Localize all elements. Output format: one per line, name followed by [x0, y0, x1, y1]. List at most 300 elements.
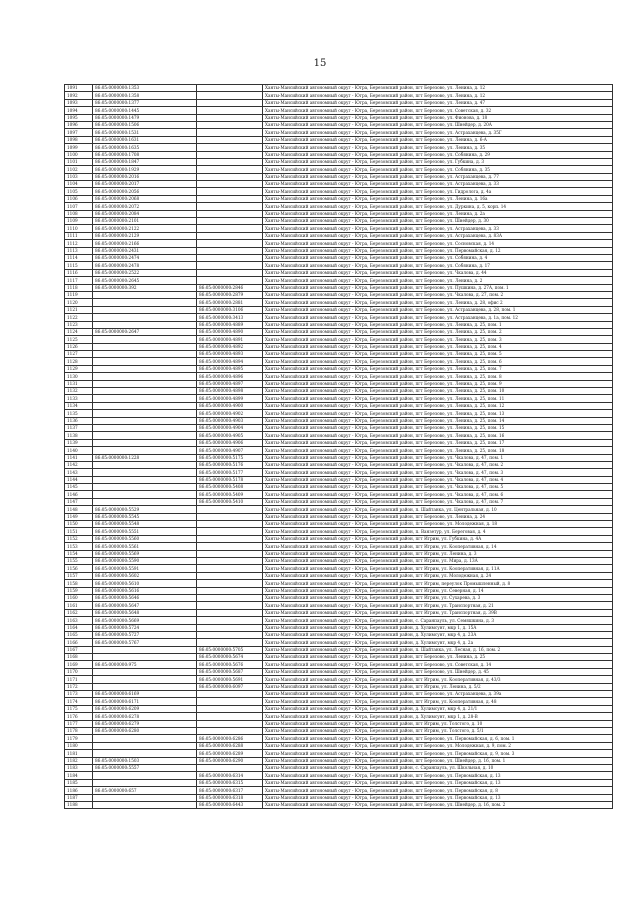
- cadastral-number-cell: [93, 410, 197, 417]
- row-number-cell: 1165: [65, 631, 93, 638]
- row-number-cell: 1185: [65, 779, 93, 786]
- row-number-cell: 1107: [65, 203, 93, 210]
- cadastral-number-cell: 86:05:0000000:2647: [93, 328, 197, 335]
- row-number-cell: 1137: [65, 424, 93, 431]
- related-cadastral-number-cell: [197, 631, 263, 638]
- table-row: [65, 225, 613, 232]
- address-cell: Ханты-Мансийский автономный округ - Югра, Березовский район, пгт Березово, ул. Шнейдер, д. 45: [263, 668, 613, 675]
- cadastral-number-cell: [93, 351, 197, 358]
- table-row: [65, 491, 613, 498]
- related-cadastral-number-cell: [197, 594, 263, 601]
- row-number-cell: 1123: [65, 321, 93, 328]
- table-row: [65, 388, 613, 395]
- cadastral-number-cell: [93, 742, 197, 749]
- related-cadastral-number-cell: [197, 602, 263, 609]
- cadastral-number-cell: 86:05:0000000:5646: [93, 594, 197, 601]
- related-cadastral-number-cell: [197, 114, 263, 121]
- address-cell: Ханты-Мансийский автономный округ - Югра, Березовский район, д. Хулимсунт, мкр 4, д. 21/1: [263, 705, 613, 712]
- related-cadastral-number-cell: 86:05:0000000:6443: [197, 801, 263, 808]
- cadastral-number-cell: 86:05:0000000:2166: [93, 240, 197, 247]
- address-cell: Ханты-Мансийский автономный округ - Югра, Березовский район, пгт Березово, ул. Ленина, д. 25, пом. 13: [263, 410, 613, 417]
- address-cell: Ханты-Мансийский автономный округ - Югра, Березовский район, пгт Березово, ул. Ленина, д. 25, пом. 14: [263, 417, 613, 424]
- address-cell: Ханты-Мансийский автономный округ - Югра, Березовский район, п. Шайтанка, ул. Центральная, д. 10: [263, 506, 613, 513]
- address-cell: Ханты-Мансийский автономный округ - Югра, Березовский район, пгт Березово, ул. Ленина, д. 25, пом. 18: [263, 447, 613, 454]
- cadastral-number-cell: [93, 779, 197, 786]
- table-row: [65, 454, 613, 461]
- table-row: [65, 447, 613, 454]
- row-number-cell: 1105: [65, 188, 93, 195]
- row-number-cell: 1134: [65, 402, 93, 409]
- table-row: [65, 683, 613, 690]
- table-row: [65, 284, 613, 291]
- related-cadastral-number-cell: [197, 691, 263, 698]
- cadastral-number-cell: 86:05:0000000:6278: [93, 713, 197, 720]
- related-cadastral-number-cell: [197, 99, 263, 106]
- row-number-cell: 1172: [65, 683, 93, 690]
- table-row: [65, 291, 613, 298]
- table-row: [65, 188, 613, 195]
- row-number-cell: 1141: [65, 454, 93, 461]
- row-number-cell: 1111: [65, 232, 93, 239]
- related-cadastral-number-cell: [197, 262, 263, 269]
- address-cell: Ханты-Мансийский автономный округ - Югра, Березовский район, пгт Березово, ул. Молодежная, д. 18: [263, 521, 613, 528]
- row-number-cell: 1121: [65, 306, 93, 313]
- address-cell: Ханты-Мансийский автономный округ - Югра, Березовский район, д. Хулимсунт, мкр 1, д. 15А: [263, 624, 613, 631]
- row-number-cell: 1162: [65, 609, 93, 616]
- registry-table-wrap: [64, 84, 612, 809]
- cadastral-number-cell: 86:05:0000000:1353: [93, 85, 197, 92]
- row-number-cell: 1140: [65, 447, 93, 454]
- address-cell: Ханты-Мансийский автономный округ - Югра, Березовский район, пгт Игрим, ул. Ленина, д. 3: [263, 550, 613, 557]
- address-cell: Ханты-Мансийский автономный округ - Югра, Березовский район, пгт Березово, ул. Чкалова, д. 44: [263, 269, 613, 276]
- address-cell: Ханты-Мансийский автономный округ - Югра, Березовский район, пгт Березово, ул. Астраханцева, д. 33: [263, 181, 613, 188]
- address-cell: Ханты-Мансийский автономный округ - Югра, Березовский район, пгт Березово, ул. Молодежная, д. 9, пом. 2: [263, 742, 613, 749]
- related-cadastral-number-cell: 86:05:0000000:5409: [197, 491, 263, 498]
- table-row: [65, 764, 613, 771]
- address-cell: Ханты-Мансийский автономный округ - Югра, Березовский район, пгт Березово, ул. Ленина, д. 16а: [263, 195, 613, 202]
- address-cell: Ханты-Мансийский автономный округ - Югра, Березовский район, п. Шайтанка, ул. Лесная, д. 16, пом. 2: [263, 646, 613, 653]
- address-cell: Ханты-Мансийский автономный округ - Югра, Березовский район, пгт Березово, ул. Дуркина, д. 5, корп. 14: [263, 203, 613, 210]
- related-cadastral-number-cell: [197, 203, 263, 210]
- table-row: [65, 639, 613, 646]
- row-number-cell: 1132: [65, 388, 93, 395]
- address-cell: Ханты-Мансийский автономный округ - Югра, Березовский район, пгт Березово, ул. Ленина, д. 28, офис 2: [263, 299, 613, 306]
- row-number-cell: 1149: [65, 513, 93, 520]
- table-row: [65, 779, 613, 786]
- address-cell: Ханты-Мансийский автономный округ - Югра, Березовский район, пгт Березово, ул. Астраханцева, д. 83А: [263, 232, 613, 239]
- address-cell: Ханты-Мансийский автономный округ - Югра, Березовский район, пгт Игрим, ул. Мира, д. 13А: [263, 558, 613, 565]
- cadastral-number-cell: 86:05:0000000:2056: [93, 188, 197, 195]
- related-cadastral-number-cell: [197, 528, 263, 535]
- row-number-cell: 1110: [65, 225, 93, 232]
- cadastral-number-cell: 86:05:0000000:2017: [93, 181, 197, 188]
- address-cell: Ханты-Мансийский автономный округ - Югра, Березовский район, пгт Березово, ул. Ленина, д. 25, пом. 3: [263, 336, 613, 343]
- row-number-cell: 1182: [65, 757, 93, 764]
- table-row: [65, 306, 613, 313]
- row-number-cell: 1114: [65, 254, 93, 261]
- row-number-cell: 1183: [65, 764, 93, 771]
- related-cadastral-number-cell: [197, 210, 263, 217]
- related-cadastral-number-cell: 86:05:0000000:4903: [197, 417, 263, 424]
- cadastral-number-cell: 86:05:0000000:5767: [93, 639, 197, 646]
- address-cell: Ханты-Мансийский автономный округ - Югра, Березовский район, д. Хулимсунт, мкр 1, д. 28-В: [263, 713, 613, 720]
- row-number-cell: 1106: [65, 195, 93, 202]
- cadastral-number-cell: [93, 447, 197, 454]
- table-row: [65, 654, 613, 661]
- table-row: [65, 461, 613, 468]
- address-cell: Ханты-Мансийский автономный округ - Югра, Березовский район, пгт Березово, ул. Ленина, д. 25, пом. 6: [263, 358, 613, 365]
- related-cadastral-number-cell: 86:05:0000000:6289: [197, 750, 263, 757]
- related-cadastral-number-cell: [197, 572, 263, 579]
- row-number-cell: 1097: [65, 129, 93, 136]
- table-row: [65, 144, 613, 151]
- row-number-cell: 1186: [65, 787, 93, 794]
- table-row: [65, 136, 613, 143]
- related-cadastral-number-cell: [197, 85, 263, 92]
- table-row: [65, 624, 613, 631]
- row-number-cell: 1157: [65, 572, 93, 579]
- address-cell: Ханты-Мансийский автономный округ - Югра, Березовский район, пгт Березово, ул. Сосновская, д. 14: [263, 240, 613, 247]
- address-cell: Ханты-Мансийский автономный округ - Югра, Березовский район, пгт Березово, ул. Ленина, д. 25: [263, 654, 613, 661]
- cadastral-number-cell: [93, 676, 197, 683]
- address-cell: Ханты-Мансийский автономный округ - Югра, Березовский район, пгт Березово, ул. Ленина, д. 2: [263, 277, 613, 284]
- cadastral-number-cell: 86:05:0000000:5545: [93, 513, 197, 520]
- related-cadastral-number-cell: [197, 720, 263, 727]
- cadastral-number-cell: 86:05:0000000:1479: [93, 114, 197, 121]
- address-cell: Ханты-Мансийский автономный округ - Югра, Березовский район, пгт Березово, ул. Астраханцева, д. 77: [263, 173, 613, 180]
- related-cadastral-number-cell: 86:05:0000000:5175: [197, 454, 263, 461]
- related-cadastral-number-cell: 86:05:0000000:5176: [197, 461, 263, 468]
- row-number-cell: 1144: [65, 476, 93, 483]
- address-cell: Ханты-Мансийский автономный округ - Югра, Березовский район, пгт Игрим, переулок Промышленный, д. 8: [263, 580, 613, 587]
- address-cell: Ханты-Мансийский автономный округ - Югра, Березовский район, пгт Березово, ул. Собянина, д. 35: [263, 166, 613, 173]
- table-row: [65, 720, 613, 727]
- cadastral-number-cell: [93, 336, 197, 343]
- table-row: [65, 402, 613, 409]
- related-cadastral-number-cell: 86:05:0000000:5687: [197, 668, 263, 675]
- cadastral-number-cell: 86:05:0000000:6171: [93, 698, 197, 705]
- address-cell: Ханты-Мансийский автономный округ - Югра, Березовский район, пгт Березово, ул. Ленина, д. 25, пом. 10: [263, 388, 613, 395]
- cadastral-number-cell: [93, 461, 197, 468]
- cadastral-number-cell: 86:05:0000000:5647: [93, 602, 197, 609]
- related-cadastral-number-cell: [197, 92, 263, 99]
- row-number-cell: 1159: [65, 587, 93, 594]
- related-cadastral-number-cell: [197, 181, 263, 188]
- row-number-cell: 1169: [65, 661, 93, 668]
- table-row: [65, 631, 613, 638]
- related-cadastral-number-cell: 86:05:0000000:4907: [197, 447, 263, 454]
- related-cadastral-number-cell: [197, 558, 263, 565]
- related-cadastral-number-cell: [197, 580, 263, 587]
- cadastral-number-cell: 86:05:0000000:5648: [93, 609, 197, 616]
- address-cell: Ханты-Мансийский автономный округ - Югра, Березовский район, пгт Березово, ул. Шнейдер, д. 20А: [263, 121, 613, 128]
- row-number-cell: 1174: [65, 698, 93, 705]
- table-row: [65, 801, 613, 808]
- table-row: [65, 269, 613, 276]
- row-number-cell: 1184: [65, 772, 93, 779]
- address-cell: Ханты-Мансийский автономный округ - Югра, Березовский район, пгт Березово, ул. Астраханцева, д. 39а: [263, 691, 613, 698]
- address-cell: Ханты-Мансийский автономный округ - Югра, Березовский район, пгт Березово, ул. Собянина, д. 17: [263, 262, 613, 269]
- row-number-cell: 1158: [65, 580, 93, 587]
- row-number-cell: 1094: [65, 107, 93, 114]
- cadastral-number-cell: 86:05:0000000:2068: [93, 195, 197, 202]
- related-cadastral-number-cell: 86:05:0000000:4899: [197, 395, 263, 402]
- row-number-cell: 1095: [65, 114, 93, 121]
- related-cadastral-number-cell: [197, 565, 263, 572]
- related-cadastral-number-cell: 86:05:0000000:4895: [197, 365, 263, 372]
- row-number-cell: 1142: [65, 461, 93, 468]
- table-row: [65, 410, 613, 417]
- related-cadastral-number-cell: [197, 543, 263, 550]
- address-cell: Ханты-Мансийский автономный округ - Югра, Березовский район, пгт Игрим, ул. Кооперативная, д. 48: [263, 698, 613, 705]
- address-cell: Ханты-Мансийский автономный округ - Югра, Березовский район, пгт Березово, ул. Астраханцева, д. 1а, пом. 12: [263, 314, 613, 321]
- related-cadastral-number-cell: [197, 136, 263, 143]
- related-cadastral-number-cell: [197, 513, 263, 520]
- cadastral-number-cell: 86:05:0000000:2522: [93, 269, 197, 276]
- table-row: [65, 469, 613, 476]
- row-number-cell: 1170: [65, 668, 93, 675]
- cadastral-number-cell: [93, 484, 197, 491]
- cadastral-number-cell: [93, 321, 197, 328]
- row-number-cell: 1117: [65, 277, 93, 284]
- related-cadastral-number-cell: [197, 639, 263, 646]
- address-cell: Ханты-Мансийский автономный округ - Югра, Березовский район, пгт Игрим, ул. Губкина, д. 4А: [263, 535, 613, 542]
- row-number-cell: 1154: [65, 550, 93, 557]
- row-number-cell: 1175: [65, 705, 93, 712]
- related-cadastral-number-cell: 86:05:0000000:6315: [197, 779, 263, 786]
- address-cell: Ханты-Мансийский автономный округ - Югра, Березовский район, пгт Березово, ул. Гидролога, д. 4а: [263, 188, 613, 195]
- table-row: [65, 535, 613, 542]
- row-number-cell: 1133: [65, 395, 93, 402]
- cadastral-number-cell: 86:05:0000000:5548: [93, 521, 197, 528]
- row-number-cell: 1164: [65, 624, 93, 631]
- address-cell: Ханты-Мансийский автономный округ - Югра, Березовский район, пгт Березово, ул. Астраханцева, д. 35Г: [263, 129, 613, 136]
- table-row: [65, 232, 613, 239]
- related-cadastral-number-cell: 86:05:0000000:6318: [197, 794, 263, 801]
- related-cadastral-number-cell: [197, 609, 263, 616]
- address-cell: Ханты-Мансийский автономный округ - Югра, Березовский район, пгт Березово, ул. Собянина, д. 4: [263, 254, 613, 261]
- cadastral-number-cell: 86:05:0000000:2645: [93, 277, 197, 284]
- table-row: [65, 417, 613, 424]
- address-cell: Ханты-Мансийский автономный округ - Югра, Березовский район, с. Саранпауль, ул. Семяшкина, д. 3: [263, 617, 613, 624]
- related-cadastral-number-cell: [197, 713, 263, 720]
- cadastral-number-cell: 86:05:0000000:2431: [93, 247, 197, 254]
- table-row: [65, 676, 613, 683]
- related-cadastral-number-cell: 86:05:0000000:4900: [197, 402, 263, 409]
- row-number-cell: 1171: [65, 676, 93, 683]
- row-number-cell: 1108: [65, 210, 93, 217]
- address-cell: Ханты-Мансийский автономный округ - Югра, Березовский район, пгт Березово, ул. Ленина, д. 12: [263, 92, 613, 99]
- table-row: [65, 691, 613, 698]
- related-cadastral-number-cell: 86:05:0000000:5410: [197, 498, 263, 505]
- cadastral-number-cell: [93, 373, 197, 380]
- cadastral-number-cell: 86:05:0000000:5602: [93, 572, 197, 579]
- address-cell: Ханты-Мансийский автономный округ - Югра, Березовский район, пгт Березово, ул. Первомайская, д. 6, пом. 1: [263, 735, 613, 742]
- related-cadastral-number-cell: 86:05:0000000:4906: [197, 439, 263, 446]
- row-number-cell: 1152: [65, 535, 93, 542]
- table-row: [65, 107, 613, 114]
- table-row: [65, 173, 613, 180]
- table-row: [65, 365, 613, 372]
- table-row: [65, 602, 613, 609]
- row-number-cell: 1102: [65, 166, 93, 173]
- cadastral-number-cell: 86:05:0000000:6209: [93, 705, 197, 712]
- row-number-cell: 1179: [65, 735, 93, 742]
- table-row: [65, 580, 613, 587]
- address-cell: Ханты-Мансийский автономный округ - Югра, Березовский район, пгт Игрим, ул. Транспортная, д. 21: [263, 602, 613, 609]
- address-cell: Ханты-Мансийский автономный округ - Югра, Березовский район, пгт Березово, ул. Ленина, д. 25, пом. 12: [263, 402, 613, 409]
- cadastral-number-cell: [93, 469, 197, 476]
- related-cadastral-number-cell: 86:05:0000000:2879: [197, 291, 263, 298]
- address-cell: Ханты-Мансийский автономный округ - Югра, Березовский район, пгт Березово, ул. Чкалова, д. 47, пом. 6: [263, 491, 613, 498]
- related-cadastral-number-cell: 86:05:0000000:6097: [197, 683, 263, 690]
- related-cadastral-number-cell: 86:05:0000000:6286: [197, 735, 263, 742]
- address-cell: Ханты-Мансийский автономный округ - Югра, Березовский район, д. Хулимсунт, мкр 4, д. 23А: [263, 631, 613, 638]
- related-cadastral-number-cell: 86:05:0000000:3106: [197, 306, 263, 313]
- table-row: [65, 299, 613, 306]
- row-number-cell: 1129: [65, 365, 93, 372]
- table-row: [65, 742, 613, 749]
- address-cell: Ханты-Мансийский автономный округ - Югра, Березовский район, пгт Игрим, ул. Толстого, д. 10: [263, 720, 613, 727]
- row-number-cell: 1173: [65, 691, 93, 698]
- related-cadastral-number-cell: [197, 269, 263, 276]
- table-row: [65, 424, 613, 431]
- address-cell: Ханты-Мансийский автономный округ - Югра, Березовский район, д. Хулимсунт, мкр 4, д. 2а: [263, 639, 613, 646]
- cadastral-number-cell: 86:05:0000000:2084: [93, 210, 197, 217]
- cadastral-number-cell: 86:05:0000000:2072: [93, 203, 197, 210]
- table-row: [65, 254, 613, 261]
- address-cell: Ханты-Мансийский автономный округ - Югра, Березовский район, пгт Березово, ул. Ленина, д. 47: [263, 99, 613, 106]
- address-cell: Ханты-Мансийский автономный округ - Югра, Березовский район, пгт Игрим, ул. Кооперативная, д. 11А: [263, 565, 613, 572]
- related-cadastral-number-cell: 86:05:0000000:5705: [197, 646, 263, 653]
- address-cell: Ханты-Мансийский автономный округ - Югра, Березовский район, пгт Березово, ул. Ленина, д. 25, пом. 17: [263, 439, 613, 446]
- cadastral-number-cell: 86:05:0000000:5551: [93, 528, 197, 535]
- cadastral-number-cell: [93, 498, 197, 505]
- related-cadastral-number-cell: 86:05:0000000:6288: [197, 742, 263, 749]
- related-cadastral-number-cell: 86:05:0000000:6317: [197, 787, 263, 794]
- cadastral-number-cell: [93, 683, 197, 690]
- related-cadastral-number-cell: 86:05:0000000:4898: [197, 388, 263, 395]
- address-cell: Ханты-Мансийский автономный округ - Югра, Березовский район, пгт Игрим, ул. Молодежная, д. 24: [263, 572, 613, 579]
- row-number-cell: 1155: [65, 558, 93, 565]
- address-cell: Ханты-Мансийский автономный округ - Югра, Березовский район, пгт Березово, ул. Астраханцева, д. 33: [263, 225, 613, 232]
- cadastral-number-cell: 86:05:0000000:2478: [93, 262, 197, 269]
- table-row: [65, 543, 613, 550]
- table-row: [65, 705, 613, 712]
- related-cadastral-number-cell: 86:05:0000000:5674: [197, 654, 263, 661]
- row-number-cell: 1120: [65, 299, 93, 306]
- related-cadastral-number-cell: 86:05:0000000:4889: [197, 321, 263, 328]
- cadastral-number-cell: 86:05:0000000:975: [93, 661, 197, 668]
- related-cadastral-number-cell: [197, 166, 263, 173]
- cadastral-number-cell: [93, 772, 197, 779]
- row-number-cell: 1153: [65, 543, 93, 550]
- table-row: [65, 506, 613, 513]
- address-cell: Ханты-Мансийский автономный округ - Югра, Березовский район, пгт Березово, ул. Ленина, д. 24: [263, 513, 613, 520]
- cadastral-number-cell: 86:05:0000000:392: [93, 284, 197, 291]
- address-cell: Ханты-Мансийский автономный округ - Югра, Березовский район, пгт Игрим, ул. Толстого, д. 5/1: [263, 727, 613, 734]
- related-cadastral-number-cell: [197, 151, 263, 158]
- address-cell: Ханты-Мансийский автономный округ - Югра, Березовский район, пгт Березово, ул. Собянина, д. 29: [263, 151, 613, 158]
- cadastral-number-cell: [93, 365, 197, 372]
- row-number-cell: 1148: [65, 506, 93, 513]
- table-row: [65, 661, 613, 668]
- table-row: [65, 181, 613, 188]
- cadastral-number-cell: [93, 314, 197, 321]
- row-number-cell: 1136: [65, 417, 93, 424]
- related-cadastral-number-cell: 86:05:0000000:6314: [197, 772, 263, 779]
- related-cadastral-number-cell: [197, 107, 263, 114]
- row-number-cell: 1092: [65, 92, 93, 99]
- related-cadastral-number-cell: [197, 188, 263, 195]
- row-number-cell: 1096: [65, 121, 93, 128]
- cadastral-number-cell: [93, 735, 197, 742]
- related-cadastral-number-cell: [197, 506, 263, 513]
- cadastral-number-cell: 86:05:0000000:1377: [93, 99, 197, 106]
- cadastral-number-cell: [93, 476, 197, 483]
- table-row: [65, 498, 613, 505]
- table-row: [65, 358, 613, 365]
- address-cell: Ханты-Мансийский автономный округ - Югра, Березовский район, пгт Березово, ул. Губкина, д. 3: [263, 158, 613, 165]
- cadastral-number-cell: 86:05:0000000:5560: [93, 535, 197, 542]
- cadastral-number-cell: 86:05:0000000:6280: [93, 727, 197, 734]
- row-number-cell: 1150: [65, 521, 93, 528]
- related-cadastral-number-cell: [197, 587, 263, 594]
- row-number-cell: 1116: [65, 269, 93, 276]
- cadastral-number-cell: [93, 299, 197, 306]
- related-cadastral-number-cell: 86:05:0000000:4896: [197, 373, 263, 380]
- cadastral-number-cell: [93, 424, 197, 431]
- related-cadastral-number-cell: 86:05:0000000:4891: [197, 336, 263, 343]
- related-cadastral-number-cell: 86:05:0000000:3413: [197, 314, 263, 321]
- row-number-cell: 1093: [65, 99, 93, 106]
- address-cell: Ханты-Мансийский автономный округ - Югра, Березовский район, пгт Игрим, ул. Кооперативная, д. 14: [263, 543, 613, 550]
- row-number-cell: 1138: [65, 432, 93, 439]
- table-row: [65, 735, 613, 742]
- table-row: [65, 439, 613, 446]
- address-cell: Ханты-Мансийский автономный округ - Югра, Березовский район, пгт Березово, ул. Ленина, д. 25, пом. 4: [263, 343, 613, 350]
- table-row: [65, 550, 613, 557]
- related-cadastral-number-cell: 86:05:0000000:4905: [197, 432, 263, 439]
- registry-table: [64, 84, 613, 809]
- cadastral-number-cell: 86:05:0000000:2129: [93, 232, 197, 239]
- address-cell: Ханты-Мансийский автономный округ - Югра, Березовский район, пгт Березово, ул. Ленина, д. 2а: [263, 210, 613, 217]
- related-cadastral-number-cell: 86:05:0000000:4892: [197, 343, 263, 350]
- cadastral-number-cell: 86:05:0000000:5557: [93, 764, 197, 771]
- row-number-cell: 1113: [65, 247, 93, 254]
- address-cell: Ханты-Мансийский автономный округ - Югра, Березовский район, пгт Березово, ул. Пушкина, д. 27А, пом. 1: [263, 284, 613, 291]
- related-cadastral-number-cell: [197, 535, 263, 542]
- table-row: [65, 380, 613, 387]
- table-row: [65, 314, 613, 321]
- related-cadastral-number-cell: 86:05:0000000:4904: [197, 424, 263, 431]
- cadastral-number-cell: 86:05:0000000:1929: [93, 166, 197, 173]
- row-number-cell: 1131: [65, 380, 93, 387]
- table-row: [65, 85, 613, 92]
- row-number-cell: 1119: [65, 291, 93, 298]
- address-cell: Ханты-Мансийский автономный округ - Югра, Березовский район, пгт Игрим, ул. Северная, д. 14: [263, 587, 613, 594]
- row-number-cell: 1112: [65, 240, 93, 247]
- related-cadastral-number-cell: [197, 225, 263, 232]
- related-cadastral-number-cell: 86:05:0000000:4897: [197, 380, 263, 387]
- table-row: [65, 92, 613, 99]
- address-cell: Ханты-Мансийский автономный округ - Югра, Березовский район, пгт Березово, ул. Первомайская, д. 12: [263, 247, 613, 254]
- cadastral-number-cell: [93, 388, 197, 395]
- address-cell: Ханты-Мансийский автономный округ - Югра, Березовский район, пгт Игрим, ул. Транспортная, д. 39В: [263, 609, 613, 616]
- address-cell: Ханты-Мансийский автономный округ - Югра, Березовский район, пгт Березово, ул. Чкалова, д. 47, пом. 2: [263, 461, 613, 468]
- related-cadastral-number-cell: 86:05:0000000:6290: [197, 757, 263, 764]
- related-cadastral-number-cell: [197, 550, 263, 557]
